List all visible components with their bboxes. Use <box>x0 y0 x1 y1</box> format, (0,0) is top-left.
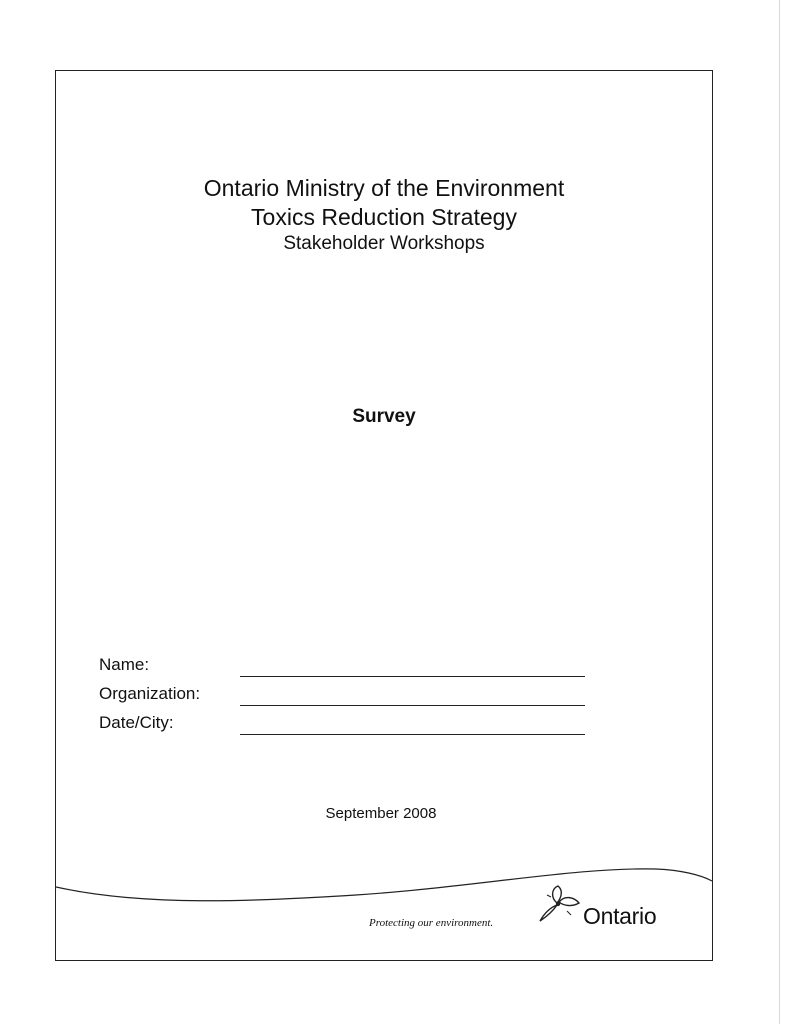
document-type-heading: Survey <box>352 406 416 427</box>
cover-page-frame <box>55 70 713 961</box>
name-label: Name: <box>99 655 150 674</box>
name-row <box>99 654 599 683</box>
publication-date: September 2008 <box>325 805 437 822</box>
organization-label: Organization: <box>99 684 201 703</box>
organization-blank-line <box>240 705 585 706</box>
strategy-title: Toxics Reduction Strategy <box>251 204 517 230</box>
workshops-subtitle: Stakeholder Workshops <box>283 233 485 254</box>
date-city-label: Date/City: <box>99 713 174 732</box>
title-block <box>56 173 712 257</box>
organization-row <box>99 683 599 712</box>
date-city-blank-line <box>240 734 585 735</box>
respondent-form <box>99 654 599 741</box>
ministry-title: Ontario Ministry of the Environment <box>203 175 565 201</box>
date-city-row <box>99 712 599 741</box>
footer-tagline: Protecting our environment. <box>369 917 494 929</box>
trillium-icon <box>537 883 581 927</box>
name-blank-line <box>240 676 585 677</box>
page-edge-line <box>779 0 780 1024</box>
ontario-wordmark: Ontario <box>583 903 657 929</box>
